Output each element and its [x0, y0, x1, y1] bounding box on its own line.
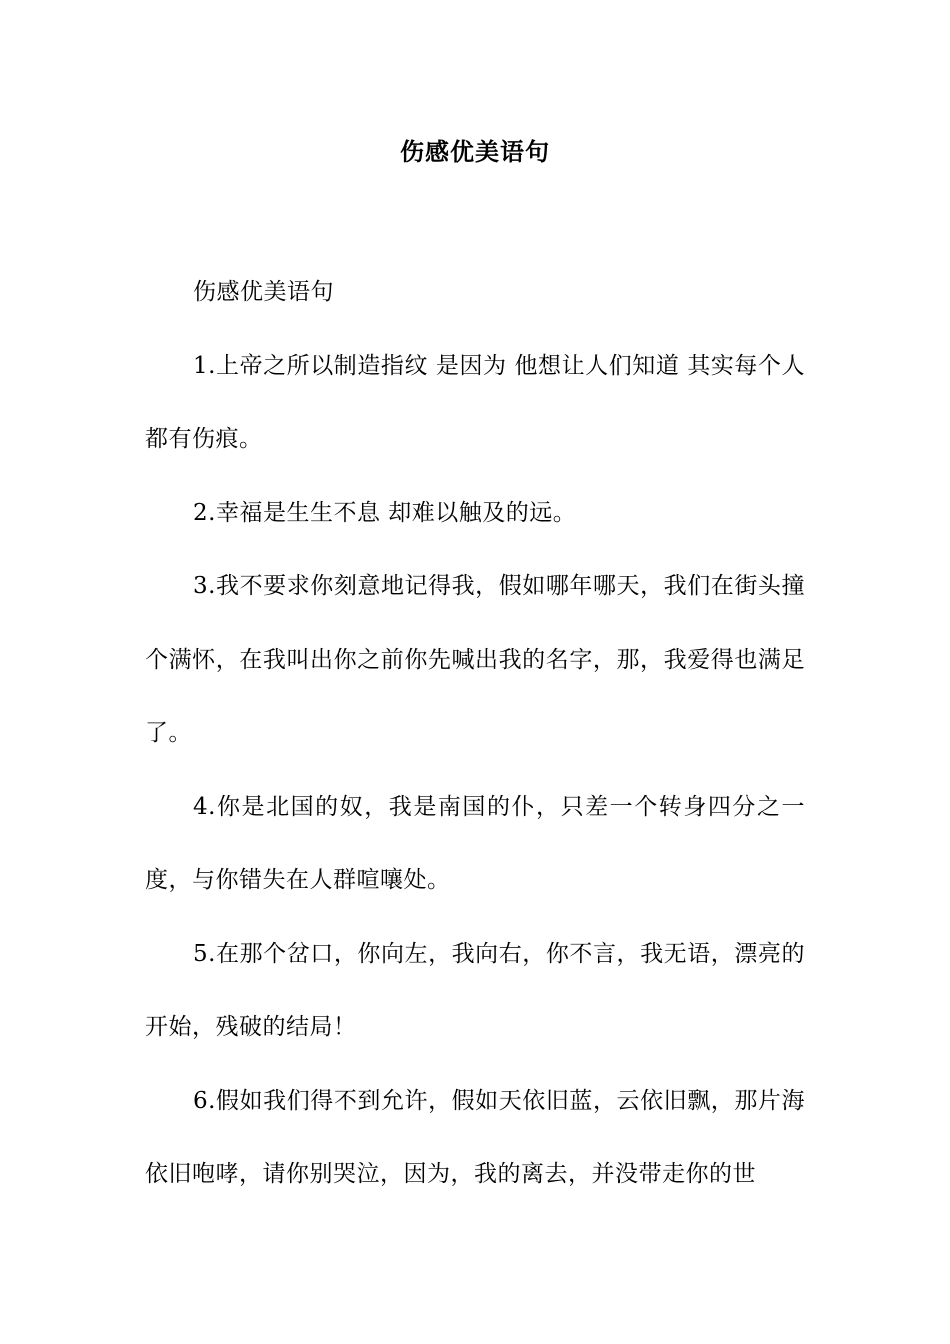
paragraph-1: 1.上帝之所以制造指纹 是因为 他想让人们知道 其实每个人都有伤痕。 — [145, 352, 805, 452]
document-body — [145, 256, 805, 1212]
paragraph-2: 2.幸福是生生不息 却难以触及的远。 — [193, 499, 577, 526]
paragraph-4: 4.你是北国的奴，我是南国的仆，只差一个转身四分之一度，与你错失在人群喧嚷处。 — [145, 793, 805, 893]
paragraph-heading: 伤感优美语句 — [193, 279, 334, 305]
paragraph-6: 6.假如我们得不到允许，假如天依旧蓝，云依旧飘，那片海依旧咆哮，请你别哭泣，因为，我的离去，并没带走你的世 — [145, 1087, 805, 1187]
paragraph-3: 3.我不要求你刻意地记得我，假如哪年哪天，我们在街头撞个满怀，在我叫出你之前你先喊出我的名字，那，我爱得也满足了。 — [145, 573, 805, 746]
document-title: 伤感优美语句 — [400, 137, 550, 166]
paragraph-5: 5.在那个岔口，你向左，我向右，你不言，我无语，漂亮的开始，残破的结局！ — [145, 940, 805, 1040]
